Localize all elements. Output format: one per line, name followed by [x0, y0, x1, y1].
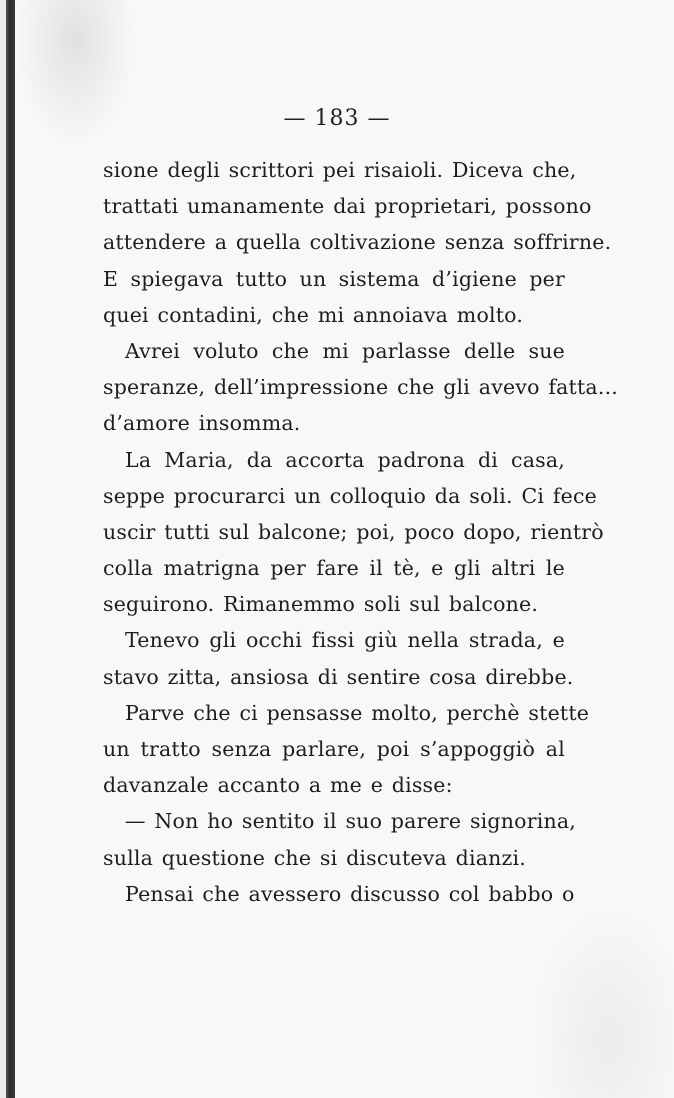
- page-number: — 183 —: [283, 106, 391, 131]
- text-line: trattati umanamente dai proprietari, possono: [103, 194, 592, 219]
- text-line: quei contadini, che mi annoiava molto.: [103, 302, 524, 327]
- body-text: [103, 152, 619, 912]
- text-line: Tenevo gli occhi fissi giù nella strada, e: [125, 628, 565, 653]
- text-line: uscir tutti sul balcone; poi, poco dopo, rientrò: [103, 519, 604, 544]
- text-line: seguirono. Rimanemmo soli sul balcone.: [103, 592, 539, 617]
- text-line: d’amore insomma.: [103, 411, 301, 436]
- text-line: seppe procurarci un colloquio da soli. Ci fece: [103, 483, 597, 508]
- text-line: Avrei voluto che mi parlasse delle sue: [125, 338, 565, 363]
- text-line: Parve che ci pensasse molto, perchè stette: [125, 700, 590, 725]
- text-line: sulla questione che si discuteva dianzi.: [103, 845, 527, 870]
- text-line: davanzale accanto a me e disse:: [103, 773, 453, 798]
- text-line: attendere a quella coltivazione senza soffrirne.: [103, 230, 612, 255]
- text-line: — Non ho sentito il suo parere signorina,: [125, 809, 576, 834]
- text-line: sione degli scrittori pei risaioli. Diceva che,: [103, 158, 577, 182]
- book-spine-shadow: [6, 0, 15, 1098]
- text-line: speranze, dell’impressione che gli avevo fatta...: [103, 375, 619, 400]
- text-line: La Maria, da accorta padrona di casa,: [125, 447, 565, 472]
- text-line: un tratto senza parlare, poi s’appoggiò al: [103, 737, 565, 761]
- text-line: Pensai che avessero discusso col babbo o: [125, 881, 575, 906]
- text-line: stavo zitta, ansiosa di sentire cosa direbbe.: [103, 664, 574, 689]
- text-line: E spiegava tutto un sistema d’igiene per: [103, 266, 565, 291]
- text-line: colla matrigna per fare il tè, e gli altri le: [103, 556, 565, 581]
